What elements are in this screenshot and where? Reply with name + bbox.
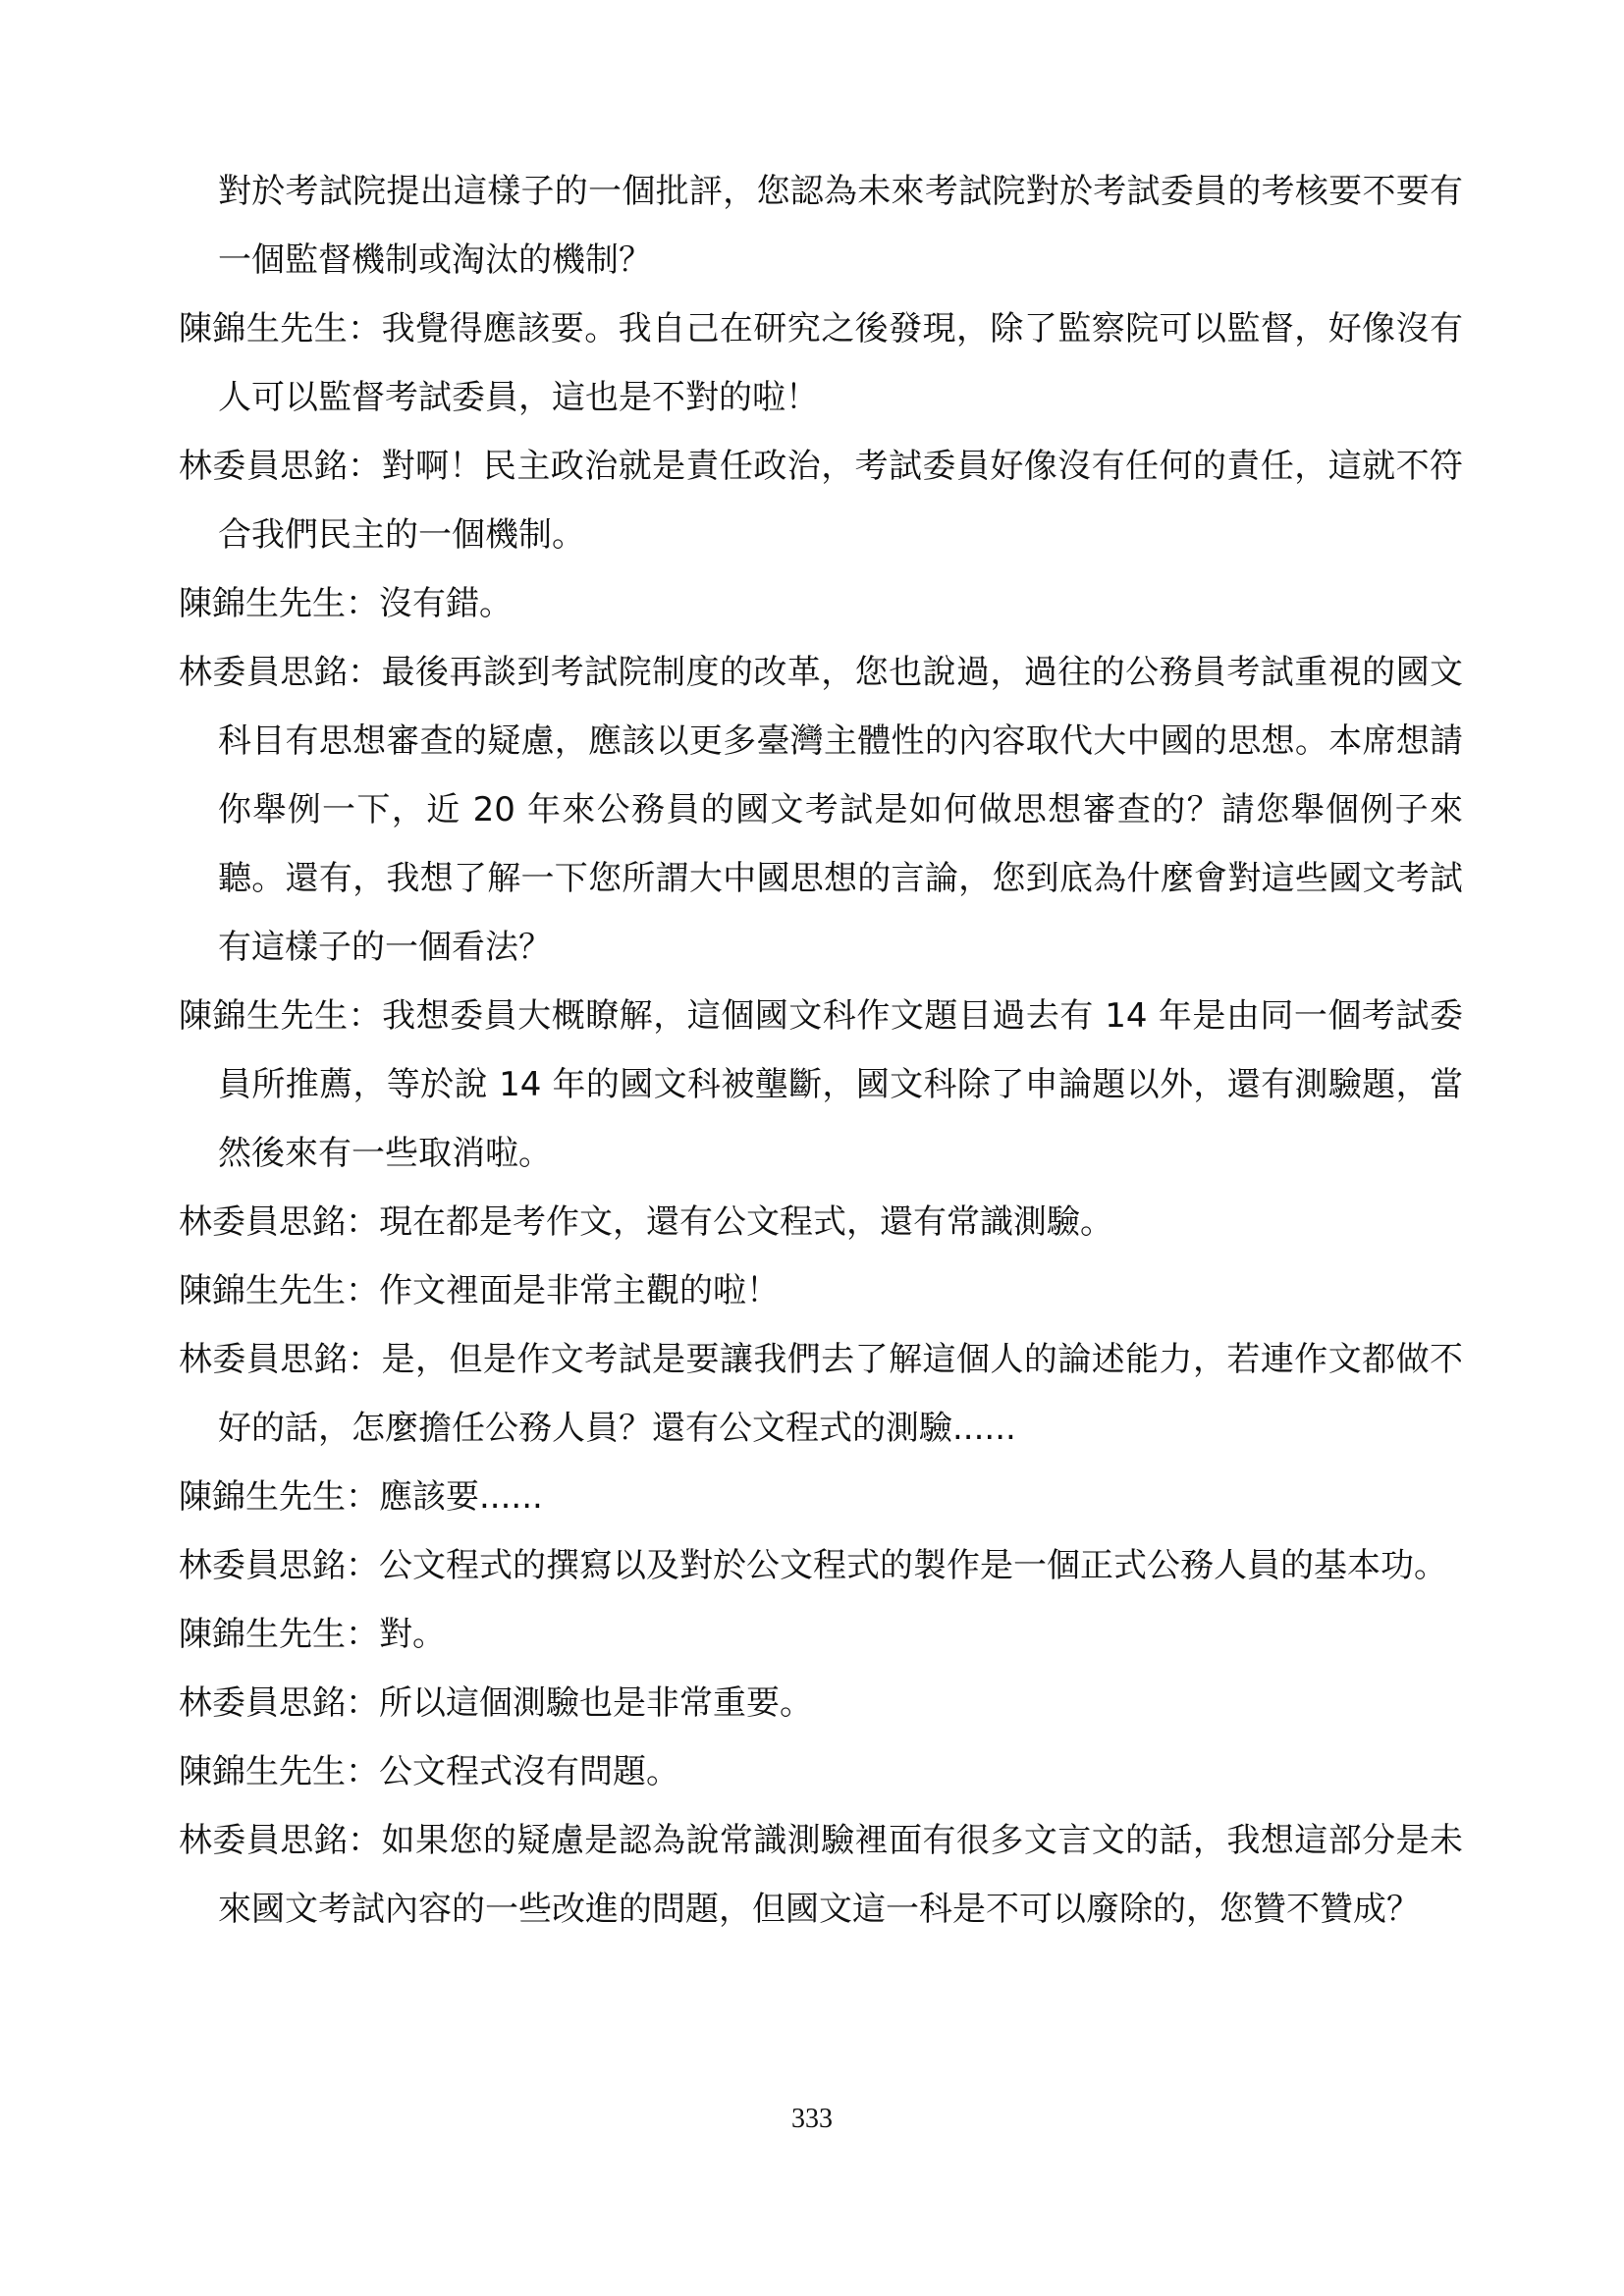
speaker-label: 林委員思銘： <box>179 1546 379 1585</box>
transcript-entry <box>179 1325 1463 1463</box>
speaker-label: 陳錦生先生： <box>179 1271 379 1310</box>
transcript-entry <box>179 1669 1463 1737</box>
transcript-entry <box>179 1463 1463 1531</box>
speech-text: 我覺得應該要。我自己在研究之後發現，除了監察院可以監督，好像沒有人可以監督考試委員，這也是不對的啦！ <box>218 309 1464 417</box>
transcript-continuation <box>179 157 1463 294</box>
speech-text: 對啊！民主政治就是責任政治，考試委員好像沒有任何的責任，這就不符合我們民主的一個機制。 <box>218 447 1464 555</box>
speech-text: 我想委員大概瞭解，這個國文科作文題目過去有 14 年是由同一個考試委員所推薦，等於說 14 年的國文科被壟斷，國文科除了申論題以外，還有測驗題，當然後來有一些取消啦。 <box>218 996 1463 1173</box>
speaker-label: 林委員思銘： <box>179 1340 382 1379</box>
transcript-entry <box>179 982 1463 1188</box>
transcript-entry <box>179 1806 1463 1944</box>
speaker-label: 陳錦生先生： <box>179 1615 379 1654</box>
transcript-entry <box>179 1188 1463 1256</box>
speech-text: 如果您的疑慮是認為說常識測驗裡面有很多文言文的話，我想這部分是未來國文考試內容的一些改進的問題，但國文這一科是不可以廢除的，您贊不贊成？ <box>218 1821 1464 1929</box>
page-number: 333 <box>791 2104 833 2134</box>
transcript-entry <box>179 569 1463 638</box>
speaker-label: 林委員思銘： <box>179 653 382 692</box>
transcript-entry <box>179 1531 1463 1600</box>
speech-text: 公文程式的撰寫以及對於公文程式的製作是一個正式公務人員的基本功。 <box>379 1546 1447 1585</box>
transcript-entry <box>179 638 1463 982</box>
speech-text: 沒有錯。 <box>379 584 513 623</box>
transcript-entry <box>179 432 1463 569</box>
speech-text: 應該要...... <box>379 1477 543 1517</box>
transcript-entry <box>179 1737 1463 1806</box>
speaker-label: 林委員思銘： <box>179 1683 379 1723</box>
transcript-entry <box>179 1256 1463 1325</box>
speech-text: 最後再談到考試院制度的改革，您也說過，過往的公務員考試重視的國文科目有思想審查的疑慮，應該以更多臺灣主體性的內容取代大中國的思想。本席想請你舉例一下，近 20 年來公務員的國文考試是如何做思想審查的？請您舉個例子來聽。還有，我想了解一下您所謂大中國思想的言論，您到底為什麼會對這些國文考試有這樣子的一個看法？ <box>218 653 1464 967</box>
speech-text: 所以這個測驗也是非常重要。 <box>379 1683 813 1723</box>
speech-text: 對。 <box>379 1615 446 1654</box>
speech-text: 公文程式沒有問題。 <box>379 1752 679 1791</box>
speech-text: 現在都是考作文，還有公文程式，還有常識測驗。 <box>379 1202 1113 1242</box>
speaker-label: 陳錦生先生： <box>179 1752 379 1791</box>
speaker-label: 陳錦生先生： <box>179 996 383 1036</box>
speaker-label: 林委員思銘： <box>179 447 382 486</box>
speaker-label: 林委員思銘： <box>179 1202 379 1242</box>
speaker-label: 陳錦生先生： <box>179 1477 379 1517</box>
speaker-label: 陳錦生先生： <box>179 309 382 348</box>
transcript-entry <box>179 294 1463 432</box>
speech-text: 是，但是作文考試是要讓我們去了解這個人的論述能力，若連作文都做不好的話，怎麼擔任公務人員？還有公文程式的測驗...... <box>218 1340 1464 1448</box>
speaker-label: 陳錦生先生： <box>179 584 379 623</box>
speaker-label: 林委員思銘： <box>179 1821 382 1860</box>
speech-text: 作文裡面是非常主觀的啦！ <box>379 1271 780 1310</box>
speech-text: 對於考試院提出這樣子的一個批評，您認為未來考試院對於考試委員的考核要不要有一個監督機制或淘汰的機制？ <box>218 172 1463 280</box>
transcript-entry <box>179 1600 1463 1669</box>
transcript <box>179 157 1463 1944</box>
